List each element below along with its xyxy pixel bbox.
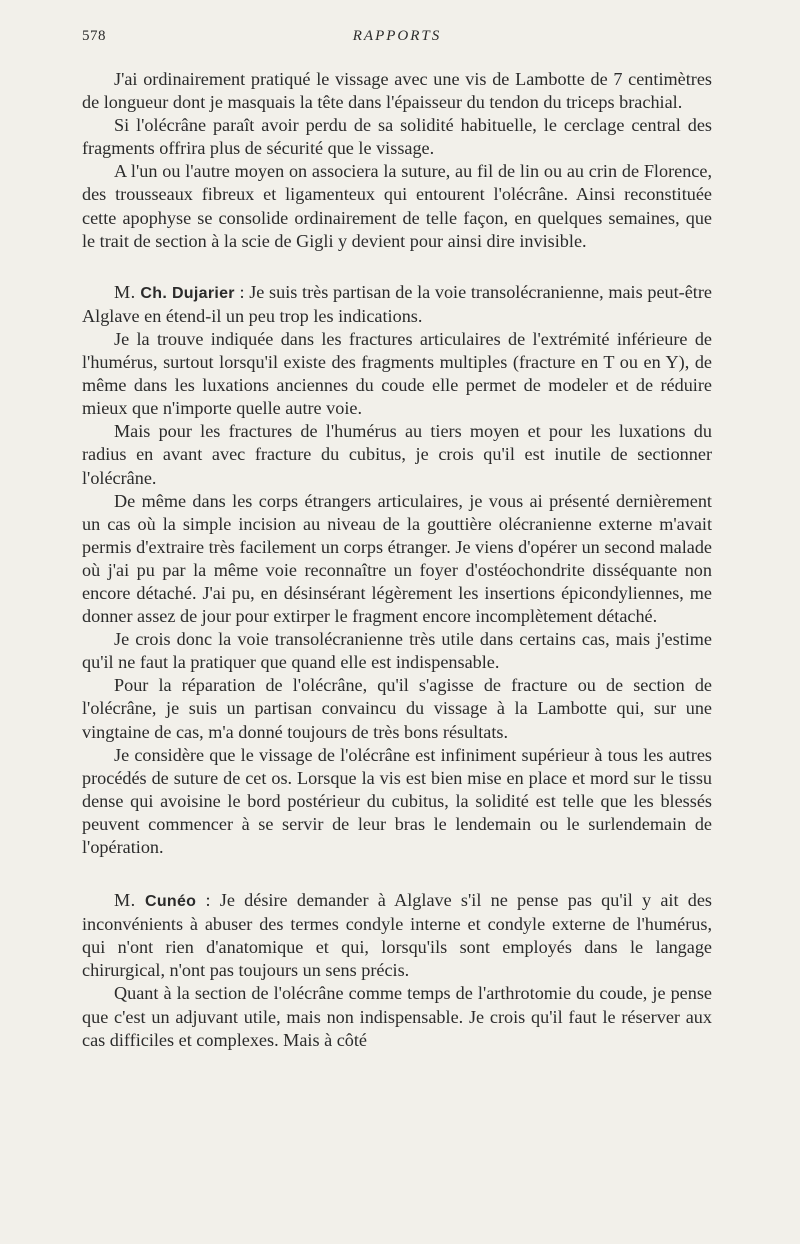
body-text xyxy=(82,68,712,1052)
page-header xyxy=(82,28,712,52)
speaker-name: Ch. Dujarier xyxy=(140,284,235,302)
paragraph: Quant à la section de l'olécrâne comme temps de l'arthrotomie du coude, je pense que c'est un adjuvant utile, mais non indispensable. Je crois qu'il faut le réserver aux cas difficiles et complexes. Mais à côté xyxy=(82,983,712,1050)
paragraph: Je considère que le vissage de l'olécrâne est infiniment supérieur à tous les autres procédés de suture de cet os. Lorsque la vis est bien mise en place et mord sur le tissu dense qui avoisine le bord postérieur du cubitus, la solidité est telle que les blessés peuvent commencer à se servir de leur bras le lendemain ou le surlendemain de l'opération. xyxy=(82,744,712,857)
page-number: 578 xyxy=(82,28,106,44)
paragraph: De même dans les corps étrangers articulaires, je vous ai présenté dernièrement un cas où la simple incision au niveau de la gouttière olécranienne externe m'avait permis d'extraire très facilement un corps étranger. Je viens d'opérer un second malade où j'ai pu par la même voie reconnaître un foyer d'ostéochondrite disséquante non encore détaché. J'ai pu, en désinsérant légèrement les insertions épicondyliennes, me donner assez de jour pour extirper le fragment encore incomplètement détaché. xyxy=(82,490,712,627)
speaker-opening: : Je désire demander à Alglave s'il ne pense pas qu'il y ait des inconvénients à abuser des termes condyle interne et condyle externe de l'humérus, qui n'ont rien d'anatomique et qui, lorsqu'ils sont employés dans le langage chirurgical, n'ont pas toujours un sens précis. xyxy=(82,890,713,981)
paragraph: Je crois donc la voie transolécranienne très utile dans certains cas, mais j'estime qu'il ne faut la pratiquer que quand elle est indispensable. xyxy=(82,629,712,673)
paragraph: Je la trouve indiquée dans les fractures articulaires de l'extrémité inférieure de l'humérus, surtout lorsqu'il existe des fragments multiples (fracture en T ou en Y), de même dans les luxations anciennes du coude elle permet de modeler et de réduire mieux que n'importe quelle autre voie. xyxy=(82,328,712,419)
speaker-paragraph-cuneo xyxy=(82,889,712,982)
section-gap xyxy=(82,859,712,889)
paragraph: J'ai ordinairement pratiqué le vissage avec une vis de Lambotte de 7 centimètres de longueur dont je masquais la tête dans l'épaisseur du tendon du triceps brachial. xyxy=(82,69,712,113)
speaker-name: Cunéo xyxy=(144,893,197,911)
speaker-opening: : Je suis très partisan de la voie transolécranienne, mais peut-être Alglave en étend-il un peu trop les indications. xyxy=(82,281,712,326)
paragraph: A l'un ou l'autre moyen on associera la suture, au fil de lin ou au crin de Florence, des trousseaux fibreux et ligamenteux qui entourent l'olécrâne. Ainsi reconstituée cette apophyse se consolide ordinairement de telle façon, en quelques semaines, que le trait de section à la scie de Gigli y devient pour ainsi dire invisible. xyxy=(82,161,712,251)
speaker-title: M. xyxy=(114,281,136,302)
speaker-paragraph-dujarier xyxy=(82,281,712,328)
speaker-title: M. xyxy=(114,890,136,911)
section-gap xyxy=(82,253,712,281)
paragraph: Si l'olécrâne paraît avoir perdu de sa solidité habituelle, le cerclage central des fragments offrira plus de sécurité que le vissage. xyxy=(82,115,712,159)
running-head: RAPPORTS xyxy=(352,28,442,44)
paragraph: Pour la réparation de l'olécrâne, qu'il s'agisse de fracture ou de section de l'olécrâne, je suis un partisan convaincu du vissage à la Lambotte qui, sur une vingtaine de cas, m'a donné toujours de très bons résultats. xyxy=(82,675,712,742)
paragraph: Mais pour les fractures de l'humérus au tiers moyen et pour les luxations du radius en avant avec fracture du cubitus, je crois qu'il est inutile de sectionner l'olécrâne. xyxy=(82,421,712,488)
